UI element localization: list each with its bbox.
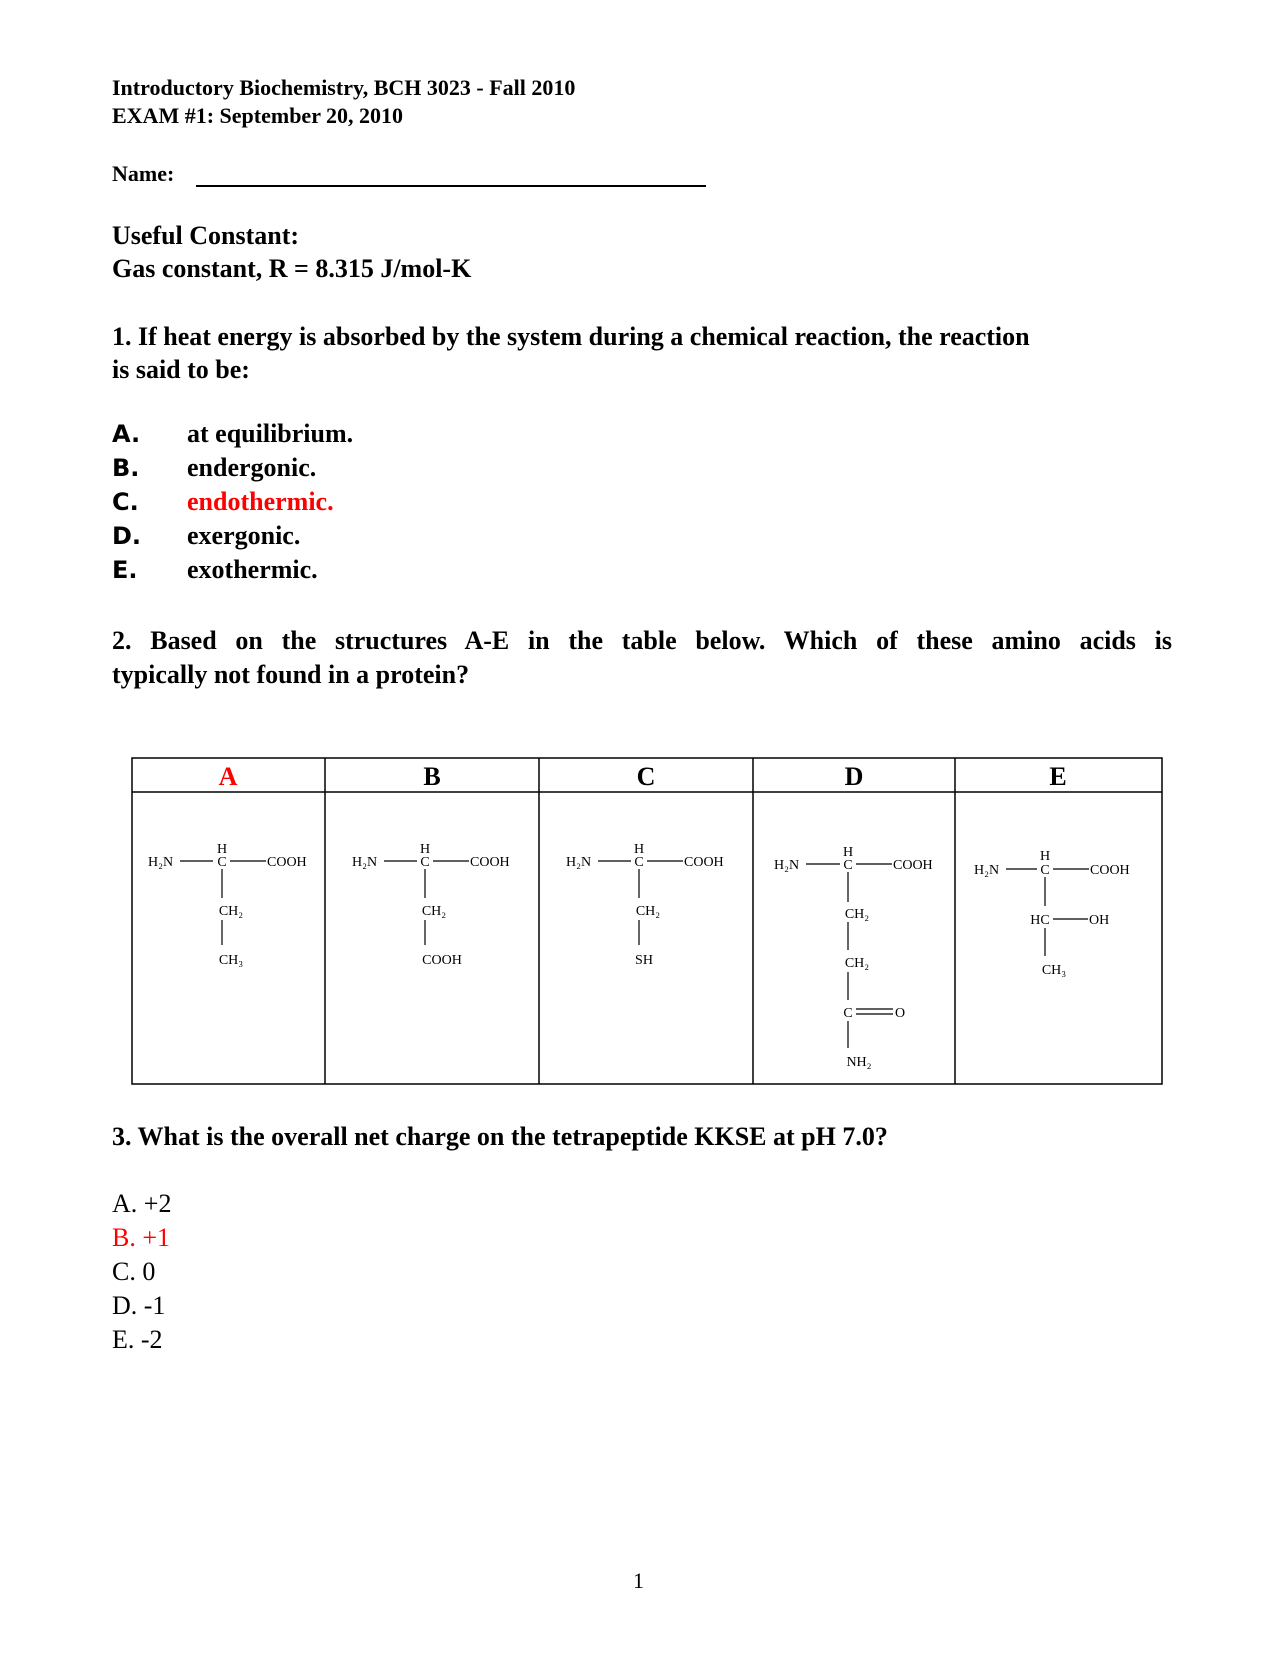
svg-text:C: C [634,855,644,870]
option-letter: A. [112,420,141,448]
svg-text:CH₂: CH₂ [635,904,661,919]
structure-d [774,845,933,1070]
column-header-d: D [844,762,864,791]
svg-text:COOH: COOH [893,858,933,873]
table-border [132,758,1162,1084]
svg-text:H: H [842,845,854,860]
svg-text:H₂N: H₂N [352,855,378,870]
q3-option-a: A. +2 [112,1189,172,1218]
svg-text:SH: SH [635,953,653,968]
option-letter: C. [112,488,139,516]
q3-option-b-correct: B. +1 [112,1223,171,1252]
svg-text:H₂N: H₂N [566,855,592,870]
svg-text:H₂N: H₂N [774,858,800,873]
svg-text:CH₂: CH₂ [844,907,870,922]
q2-text-line2: typically not found in a protein? [112,660,470,689]
option-letter: B. [112,454,140,482]
option-letter: E. [112,556,138,584]
q1-text-line2: is said to be: [112,355,250,384]
name-label: Name: [112,161,175,186]
svg-text:COOH: COOH [267,855,307,870]
svg-text:H: H [419,842,431,857]
svg-text:H: H [633,842,645,857]
svg-text:H: H [216,842,228,857]
column-header-b: B [423,762,441,791]
svg-text:C: C [1040,863,1050,878]
q1-text-line1: 1. If heat energy is absorbed by the system during a chemical reaction, the reaction [112,322,1030,351]
svg-text:O: O [895,1006,906,1021]
svg-text:C: C [843,858,853,873]
svg-text:OH: OH [1089,913,1110,928]
svg-text:C: C [843,1006,853,1021]
option-text: exothermic. [187,555,318,584]
q3-option-c: C. 0 [112,1257,156,1286]
svg-text:CH₃: CH₃ [1041,963,1067,978]
constants-title: Useful Constant: [112,221,300,250]
svg-text:HC: HC [1030,913,1050,928]
option-text: exergonic. [187,521,301,550]
svg-text:CH₂: CH₂ [421,904,447,919]
svg-text:C: C [420,855,430,870]
structure-e [974,849,1130,978]
svg-text:COOH: COOH [470,855,510,870]
column-header-e: E [1049,762,1067,791]
svg-text:H₂N: H₂N [148,855,174,870]
option-text: at equilibrium. [187,419,354,448]
option-letter: D. [112,522,142,550]
svg-text:H: H [1039,849,1051,864]
svg-text:COOH: COOH [1090,863,1130,878]
svg-text:CH₂: CH₂ [844,956,870,971]
option-text: endergonic. [187,453,317,482]
svg-text:COOH: COOH [422,953,462,968]
exam-title: EXAM #1: September 20, 2010 [112,103,404,128]
svg-text:CH₃: CH₃ [218,953,244,968]
structure-a [148,842,307,968]
column-header-c: C [636,762,656,791]
svg-text:NH₂: NH₂ [846,1055,872,1070]
svg-text:COOH: COOH [684,855,724,870]
option-text-correct: endothermic. [187,487,334,516]
structure-c [566,842,724,968]
q2-text-line1: 2. Based on the structures A-E in the table below. Which of these amino acids is [112,626,1172,655]
svg-text:CH₂: CH₂ [218,904,244,919]
page-number: 1 [633,1568,644,1593]
gas-constant: Gas constant, R = 8.315 J/mol-K [112,254,472,283]
column-header-a: A [218,762,238,791]
structure-b [352,842,510,968]
q3-option-d: D. -1 [112,1291,166,1320]
svg-text:C: C [217,855,227,870]
svg-text:H₂N: H₂N [974,863,1000,878]
course-title: Introductory Biochemistry, BCH 3023 - Fall 2010 [112,75,576,100]
q3-text: 3. What is the overall net charge on the tetrapeptide KKSE at pH 7.0? [112,1122,888,1151]
q3-option-e: E. -2 [112,1325,163,1354]
